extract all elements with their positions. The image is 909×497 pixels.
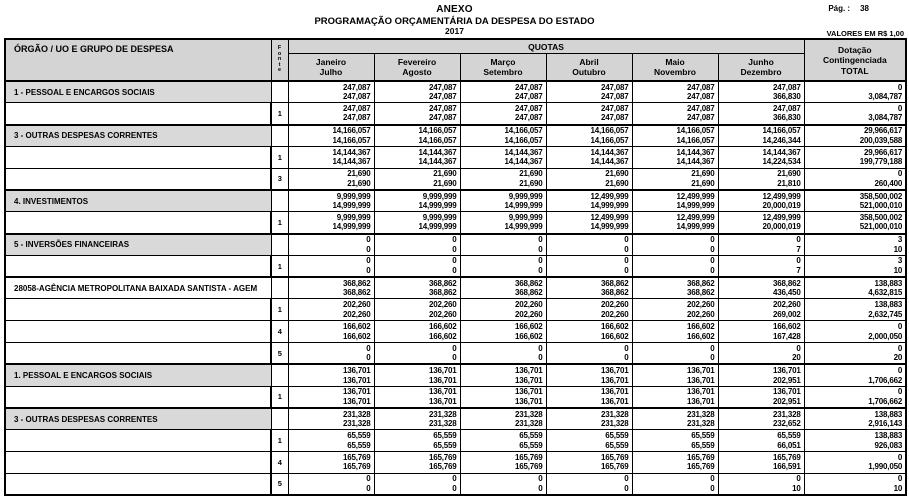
- total-cell: 0 3,084,787: [804, 103, 906, 125]
- row-label: [5, 386, 271, 408]
- row-label: [5, 299, 271, 321]
- quota-cell: 0 0: [546, 255, 632, 277]
- total-cell: 358,500,002 521,000,010: [804, 190, 906, 212]
- quota-cell: 166,602 167,428: [718, 321, 804, 343]
- quota-cell: 14,144,367 14,144,367: [546, 146, 632, 168]
- table-row: [5, 234, 906, 256]
- table-row: [5, 386, 906, 408]
- quota-cell: 14,166,057 14,246,344: [718, 125, 804, 147]
- quota-cell: 0 0: [632, 473, 718, 495]
- table-row: [5, 364, 906, 386]
- anexo-heading: ANEXO: [436, 4, 473, 15]
- quota-cell: 0 0: [460, 343, 546, 365]
- quota-cell: 14,166,057 14,166,057: [374, 125, 460, 147]
- row-fonte: [271, 190, 288, 212]
- quota-cell: 166,602 166,602: [632, 321, 718, 343]
- quota-cell: 247,087 247,087: [632, 103, 718, 125]
- document-year: 2017: [445, 26, 464, 36]
- row-label: 1 - PESSOAL E ENCARGOS SOCIAIS: [5, 81, 271, 103]
- row-label: 3 - OUTRAS DESPESAS CORRENTES: [5, 125, 271, 147]
- row-label: 5 - INVERSÕES FINANCEIRAS: [5, 234, 271, 256]
- table-header: [5, 39, 906, 81]
- row-label: [5, 255, 271, 277]
- quota-cell: 12,499,999 14,999,999: [546, 212, 632, 234]
- quota-cell: 12,499,999 20,000,019: [718, 190, 804, 212]
- row-label: [5, 452, 271, 474]
- table-row: [5, 146, 906, 168]
- quota-cell: 14,166,057 14,166,057: [632, 125, 718, 147]
- total-cell: 358,500,002 521,000,010: [804, 212, 906, 234]
- row-label: [5, 212, 271, 234]
- row-label: [5, 103, 271, 125]
- total-cell: 138,883 4,632,815: [804, 277, 906, 299]
- quota-cell: 247,087 247,087: [374, 103, 460, 125]
- quota-cell: 368,862 368,862: [374, 277, 460, 299]
- page-indicator: [828, 4, 869, 13]
- row-fonte: [271, 234, 288, 256]
- row-label: 28058-AGÊNCIA METROPOLITANA BAIXADA SANTISTA - AGEM: [5, 277, 271, 299]
- table-row: [5, 277, 906, 299]
- quota-cell: 0 0: [374, 234, 460, 256]
- quota-cell: 136,701 202,951: [718, 386, 804, 408]
- row-fonte: 1: [271, 299, 288, 321]
- quota-cell: 9,999,999 14,999,999: [374, 212, 460, 234]
- quota-cell: 136,701 136,701: [546, 364, 632, 386]
- quota-cell: 12,499,999 20,000,019: [718, 212, 804, 234]
- table-row: [5, 103, 906, 125]
- row-fonte: 4: [271, 321, 288, 343]
- total-cell: 3 10: [804, 234, 906, 256]
- table-row: [5, 473, 906, 495]
- quota-cell: 9,999,999 14,999,999: [460, 190, 546, 212]
- row-fonte: [271, 364, 288, 386]
- quota-cell: 0 0: [460, 473, 546, 495]
- quota-cell: 368,862 436,450: [718, 277, 804, 299]
- quota-cell: 21,690 21,690: [460, 168, 546, 190]
- total-cell: 29,966,617 200,039,588: [804, 125, 906, 147]
- row-label: [5, 473, 271, 495]
- quota-cell: 14,144,367 14,144,367: [632, 146, 718, 168]
- row-label: [5, 321, 271, 343]
- organ-column-header: ÓRGÃO / UO E GRUPO DE DESPESA: [5, 39, 271, 81]
- row-fonte: [271, 277, 288, 299]
- quota-cell: 0 7: [718, 255, 804, 277]
- quota-cell: 12,499,999 14,999,999: [632, 190, 718, 212]
- quota-cell: 0 0: [632, 234, 718, 256]
- quota-cell: 231,328 231,328: [546, 408, 632, 430]
- table-row: [5, 190, 906, 212]
- quota-cell: 9,999,999 14,999,999: [374, 190, 460, 212]
- quota-cell: 165,769 165,769: [460, 452, 546, 474]
- quota-cell: 247,087 247,087: [288, 103, 374, 125]
- quota-cell: 247,087 366,830: [718, 103, 804, 125]
- quota-cell: 0 7: [718, 234, 804, 256]
- table-row: [5, 255, 906, 277]
- table-row: [5, 343, 906, 365]
- quota-cell: 202,260 202,260: [460, 299, 546, 321]
- quota-cell: 247,087 247,087: [460, 103, 546, 125]
- table-body: [5, 81, 906, 495]
- quota-cell: 65,559 65,559: [374, 430, 460, 452]
- quota-cell: 166,602 166,602: [288, 321, 374, 343]
- quota-cell: 231,328 231,328: [632, 408, 718, 430]
- quota-cell: 21,690 21,810: [718, 168, 804, 190]
- row-label: [5, 430, 271, 452]
- row-fonte: [271, 81, 288, 103]
- quota-cell: 14,166,057 14,166,057: [288, 125, 374, 147]
- quota-cell: 136,701 136,701: [288, 364, 374, 386]
- quota-cell: 247,087 366,830: [718, 81, 804, 103]
- quota-cell: 202,260 202,260: [288, 299, 374, 321]
- quota-cell: 136,701 136,701: [546, 386, 632, 408]
- quota-cell: 247,087 247,087: [460, 81, 546, 103]
- quota-cell: 136,701 136,701: [374, 386, 460, 408]
- quota-cell: 136,701 136,701: [374, 364, 460, 386]
- quota-cell: 0 0: [546, 343, 632, 365]
- quota-cell: 21,690 21,690: [374, 168, 460, 190]
- quota-cell: 65,559 66,051: [718, 430, 804, 452]
- total-cell: 0 20: [804, 343, 906, 365]
- document-header: [0, 0, 909, 38]
- quota-cell: 202,260 202,260: [546, 299, 632, 321]
- quota-cell: 165,769 166,591: [718, 452, 804, 474]
- quota-cell: 65,559 65,559: [288, 430, 374, 452]
- quota-cell: 21,690 21,690: [288, 168, 374, 190]
- month-header-fev-ago: Fevereiro Agosto: [374, 54, 460, 82]
- total-cell: 0 10: [804, 473, 906, 495]
- row-fonte: 1: [271, 146, 288, 168]
- row-label: [5, 146, 271, 168]
- quota-cell: 368,862 368,862: [288, 277, 374, 299]
- total-cell: 3 10: [804, 255, 906, 277]
- quota-cell: 0 0: [546, 234, 632, 256]
- quota-cell: 0 0: [546, 473, 632, 495]
- quota-cell: 202,260 202,260: [374, 299, 460, 321]
- quota-cell: 0 0: [632, 255, 718, 277]
- table-row: [5, 168, 906, 190]
- page-number: 38: [860, 4, 869, 13]
- row-fonte: 5: [271, 343, 288, 365]
- row-fonte: 5: [271, 473, 288, 495]
- row-fonte: [271, 408, 288, 430]
- quota-cell: 21,690 21,690: [546, 168, 632, 190]
- quota-cell: 0 0: [374, 255, 460, 277]
- row-fonte: 4: [271, 452, 288, 474]
- total-cell: 138,883 2,632,745: [804, 299, 906, 321]
- row-fonte: 1: [271, 386, 288, 408]
- quota-cell: 0 0: [632, 343, 718, 365]
- month-header-abr-out: Abril Outubro: [546, 54, 632, 82]
- total-cell: 138,883 926,083: [804, 430, 906, 452]
- quota-cell: 65,559 65,559: [460, 430, 546, 452]
- total-cell: 0 3,084,787: [804, 81, 906, 103]
- quota-cell: 0 0: [288, 234, 374, 256]
- table-row: [5, 408, 906, 430]
- row-fonte: 1: [271, 212, 288, 234]
- quota-cell: 165,769 165,769: [288, 452, 374, 474]
- row-label: [5, 343, 271, 365]
- table-row: [5, 321, 906, 343]
- quota-cell: 0 0: [374, 473, 460, 495]
- total-cell: 0 1,990,050: [804, 452, 906, 474]
- month-header-jan-jul: Janeiro Julho: [288, 54, 374, 82]
- quota-cell: 9,999,999 14,999,999: [288, 190, 374, 212]
- month-header-mai-nov: Maio Novembro: [632, 54, 718, 82]
- row-fonte: 1: [271, 103, 288, 125]
- quota-cell: 231,328 231,328: [288, 408, 374, 430]
- quota-cell: 0 10: [718, 473, 804, 495]
- page-label: Pág. :: [828, 4, 851, 13]
- row-label: 1. PESSOAL E ENCARGOS SOCIAIS: [5, 364, 271, 386]
- quota-cell: 136,701 136,701: [460, 386, 546, 408]
- quota-cell: 14,166,057 14,166,057: [546, 125, 632, 147]
- quota-cell: 166,602 166,602: [460, 321, 546, 343]
- row-label: [5, 168, 271, 190]
- quota-cell: 231,328 232,652: [718, 408, 804, 430]
- month-header-mar-set: Março Setembro: [460, 54, 546, 82]
- row-label: 3 - OUTRAS DESPESAS CORRENTES: [5, 408, 271, 430]
- fonte-column-header: F o n t e: [271, 39, 288, 81]
- quota-cell: 202,260 269,002: [718, 299, 804, 321]
- quota-cell: 21,690 21,690: [632, 168, 718, 190]
- row-fonte: 3: [271, 168, 288, 190]
- quota-cell: 0 0: [374, 343, 460, 365]
- quota-cell: 166,602 166,602: [546, 321, 632, 343]
- quota-cell: 368,862 368,862: [546, 277, 632, 299]
- table-row: [5, 430, 906, 452]
- quota-cell: 165,769 165,769: [374, 452, 460, 474]
- row-label: 4. INVESTIMENTOS: [5, 190, 271, 212]
- quota-cell: 14,144,367 14,144,367: [288, 146, 374, 168]
- quota-cell: 0 0: [460, 255, 546, 277]
- quota-cell: 12,499,999 14,999,999: [632, 212, 718, 234]
- quota-cell: 247,087 247,087: [374, 81, 460, 103]
- total-cell: 138,883 2,916,143: [804, 408, 906, 430]
- quota-cell: 14,144,367 14,144,367: [460, 146, 546, 168]
- quota-cell: 0 0: [288, 255, 374, 277]
- total-cell: 0 1,706,662: [804, 386, 906, 408]
- quota-cell: 247,087 247,087: [546, 81, 632, 103]
- quota-cell: 9,999,999 14,999,999: [288, 212, 374, 234]
- quota-cell: 136,701 136,701: [460, 364, 546, 386]
- row-fonte: [271, 125, 288, 147]
- quota-cell: 136,701 136,701: [288, 386, 374, 408]
- budget-table: [4, 38, 907, 496]
- quota-cell: 0 20: [718, 343, 804, 365]
- row-fonte: 1: [271, 255, 288, 277]
- table-row: [5, 125, 906, 147]
- total-cell: 29,966,617 199,779,188: [804, 146, 906, 168]
- table-row: [5, 299, 906, 321]
- total-cell: 0 2,000,050: [804, 321, 906, 343]
- quota-cell: 202,260 202,260: [632, 299, 718, 321]
- row-fonte: 1: [271, 430, 288, 452]
- currency-note: VALORES EM R$ 1,00: [826, 29, 904, 38]
- quota-cell: 166,602 166,602: [374, 321, 460, 343]
- quota-cell: 14,166,057 14,166,057: [460, 125, 546, 147]
- table-row: [5, 452, 906, 474]
- total-cell: 0 1,706,662: [804, 364, 906, 386]
- quota-cell: 136,701 136,701: [632, 364, 718, 386]
- quotas-header: QUOTAS: [288, 39, 804, 54]
- quota-cell: 368,862 368,862: [632, 277, 718, 299]
- table-row: [5, 81, 906, 103]
- quota-cell: 12,499,999 14,999,999: [546, 190, 632, 212]
- quota-cell: 65,559 65,559: [632, 430, 718, 452]
- document-title: PROGRAMAÇÃO ORÇAMENTÁRIA DA DESPESA DO ESTADO: [314, 16, 595, 27]
- quota-cell: 14,144,367 14,144,367: [374, 146, 460, 168]
- quota-cell: 368,862 368,862: [460, 277, 546, 299]
- quota-cell: 0 0: [288, 473, 374, 495]
- quota-cell: 231,328 231,328: [374, 408, 460, 430]
- quota-cell: 231,328 231,328: [460, 408, 546, 430]
- quota-cell: 14,144,367 14,224,534: [718, 146, 804, 168]
- quota-cell: 136,701 202,951: [718, 364, 804, 386]
- quota-cell: 247,087 247,087: [632, 81, 718, 103]
- total-cell: 0 260,400: [804, 168, 906, 190]
- quota-cell: 247,087 247,087: [288, 81, 374, 103]
- quota-cell: 0 0: [288, 343, 374, 365]
- quota-cell: 165,769 165,769: [632, 452, 718, 474]
- month-header-jun-dez: Junho Dezembro: [718, 54, 804, 82]
- total-column-header: Dotação Contingenciada TOTAL: [804, 39, 906, 81]
- quota-cell: 65,559 65,559: [546, 430, 632, 452]
- quota-cell: 0 0: [460, 234, 546, 256]
- quota-cell: 136,701 136,701: [632, 386, 718, 408]
- table-row: [5, 212, 906, 234]
- quota-cell: 165,769 165,769: [546, 452, 632, 474]
- quota-cell: 9,999,999 14,999,999: [460, 212, 546, 234]
- quota-cell: 247,087 247,087: [546, 103, 632, 125]
